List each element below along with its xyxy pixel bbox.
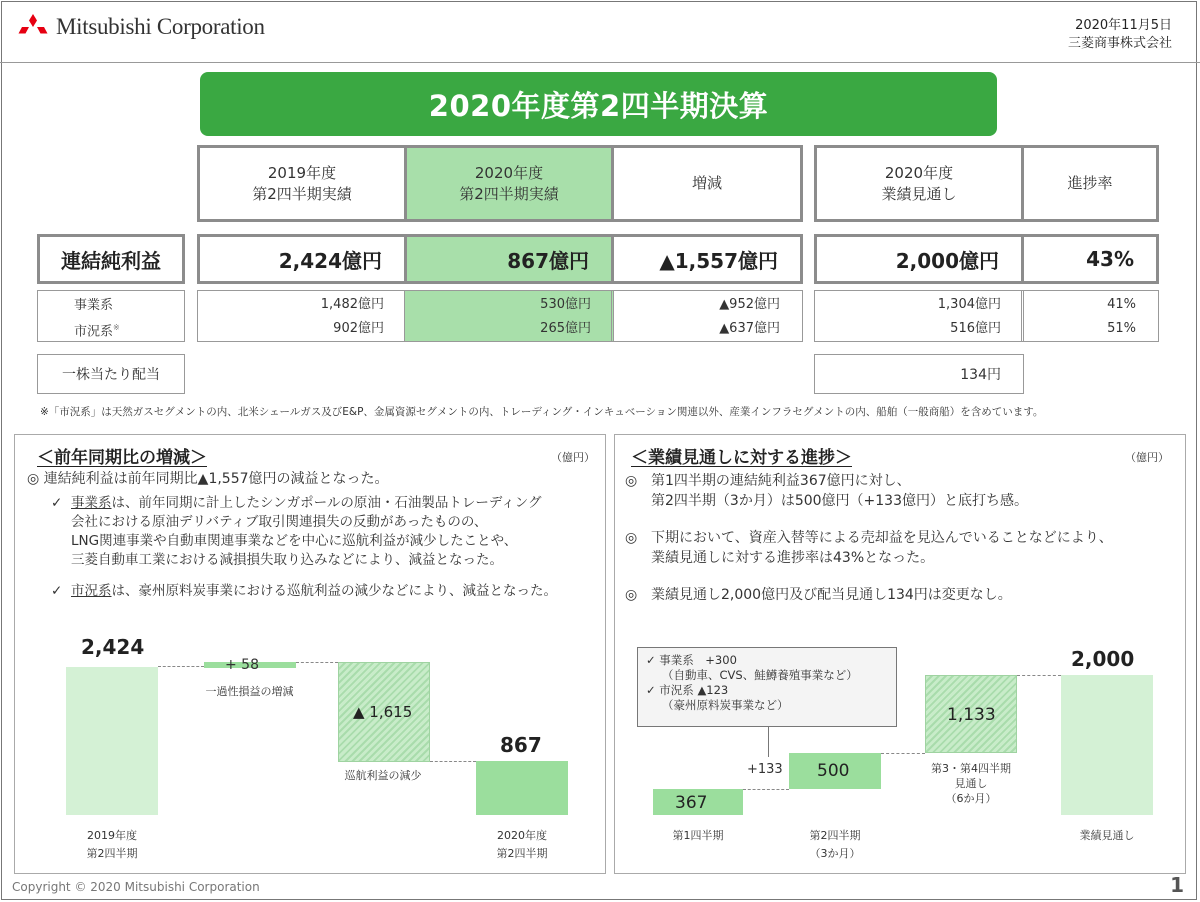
col-header-forecast-line2: 業績見通し bbox=[881, 184, 957, 203]
col-header-forecast bbox=[814, 145, 1024, 222]
sub-2020 bbox=[404, 290, 614, 342]
sub-market-forecast: 516億円 bbox=[950, 321, 1001, 336]
three-diamonds-icon bbox=[18, 14, 48, 40]
wf-x1-line2: 第2四半期 bbox=[86, 847, 138, 860]
col-header-progress: 進捗率 bbox=[1021, 145, 1159, 222]
check1-line2: 会社における原油デリバティブ取引関連損失の反動があったものの、 bbox=[71, 514, 488, 530]
pg-bar3-label-line1: 第3・第4四半期 bbox=[931, 762, 1011, 775]
pg-bar3-value: 1,133 bbox=[947, 705, 996, 725]
page-number: 1 bbox=[1170, 873, 1184, 897]
wf-connector bbox=[158, 666, 204, 667]
dividend-value: 134円 bbox=[814, 354, 1024, 394]
bullet-icon: ◎ bbox=[27, 471, 44, 487]
company-name-jp: 三菱商事株式会社 bbox=[1067, 36, 1172, 51]
check1-term: 事業系 bbox=[71, 495, 112, 511]
sub-2019 bbox=[197, 290, 407, 342]
right-panel bbox=[614, 434, 1186, 874]
pg-x2-label bbox=[785, 827, 885, 863]
sub-business-2020: 530億円 bbox=[540, 297, 591, 312]
row-label-sub bbox=[37, 290, 185, 342]
pg-connector bbox=[881, 753, 925, 754]
net-income-change: ▲1,557億円 bbox=[611, 234, 803, 284]
pg-connector bbox=[743, 789, 789, 790]
wf-bar3-value: ▲ 1,615 bbox=[353, 703, 413, 721]
sub-market-change: ▲637億円 bbox=[719, 321, 780, 336]
callout-line1-sub: （自動車、CVS、鮭鱒養殖事業など） bbox=[662, 668, 858, 682]
net-income-2020: 867億円 bbox=[404, 234, 614, 284]
callout-line2-sub: （豪州原料炭事業など） bbox=[662, 698, 789, 712]
sub-business-progress: 41% bbox=[1107, 297, 1136, 312]
wf-connector bbox=[296, 662, 338, 663]
pg-bar-forecast bbox=[1061, 675, 1153, 815]
bullet-icon: ◎ bbox=[625, 473, 638, 489]
pg-x1-label: 第1四半期 bbox=[672, 829, 724, 842]
pg-connector bbox=[1017, 675, 1061, 676]
wf-bar-2020 bbox=[476, 761, 568, 815]
wf-x4-line1: 2020年度 bbox=[497, 829, 547, 842]
pg-bar2-value: 500 bbox=[817, 761, 850, 781]
right-bullet-3 bbox=[625, 585, 1181, 605]
pg-bar3-label bbox=[915, 761, 1027, 806]
sub-business-change: ▲952億円 bbox=[719, 297, 780, 312]
wf-bar-2019 bbox=[66, 667, 158, 815]
col-header-2019 bbox=[197, 145, 407, 222]
left-check-2 bbox=[51, 582, 603, 601]
wf-connector bbox=[430, 761, 476, 762]
col-header-2019-line1: 2019年度 bbox=[267, 163, 337, 182]
report-date: 2020年11月5日 bbox=[1075, 18, 1172, 33]
sub-label-business: 事業系 bbox=[74, 298, 114, 313]
wf-bar2-value: + 58 bbox=[225, 657, 259, 673]
pg-bar3-label-line3: （6か月） bbox=[945, 792, 997, 805]
left-check-1 bbox=[51, 494, 603, 570]
row-label-dividend: 一株当たり配当 bbox=[37, 354, 185, 394]
callout-pointer bbox=[768, 727, 769, 757]
company-logo bbox=[18, 14, 265, 40]
right-bullet-3-line1: 業績見通し2,000億円及び配当見通し134円は変更なし。 bbox=[651, 587, 1012, 603]
footnote-mark: ※ bbox=[113, 323, 120, 332]
sub-business-2019: 1,482億円 bbox=[320, 297, 384, 312]
wf-bar2-label: 一過性損益の増減 bbox=[205, 685, 294, 698]
sub-forecast bbox=[814, 290, 1024, 342]
col-header-2020-line1: 2020年度 bbox=[474, 163, 544, 182]
check-icon: ✓ bbox=[646, 653, 660, 667]
right-bullet-1-line2: 第2四半期（3か月）は500億円（+133億円）と底打ち感。 bbox=[651, 493, 1028, 509]
copyright: Copyright © 2020 Mitsubishi Corporation bbox=[12, 880, 260, 894]
left-bullet-text: 連結純利益は前年同期比▲1,557億円の減益となった。 bbox=[43, 471, 389, 487]
check2-text: は、豪州原料炭事業における巡航利益の減少などにより、減益となった。 bbox=[111, 583, 557, 599]
page-title: 2020年度第2四半期決算 bbox=[200, 72, 997, 136]
sub-market-progress: 51% bbox=[1107, 321, 1136, 336]
wf-bar3-label: 巡航利益の減少 bbox=[344, 769, 422, 782]
callout-line2: 市況系 ▲123 bbox=[659, 683, 729, 697]
company-name: Mitsubishi Corporation bbox=[56, 14, 265, 39]
footnote: ※「市況系」は天然ガスセグメントの内、北米シェールガス及びE&P、金属資源セグメントの内、トレーディング・インキュベーション関連以外、産業インフラセグメントの内、船舶（一般商船）を含めています。 bbox=[40, 406, 1044, 418]
wf-x1-label bbox=[63, 827, 161, 863]
check1-line4: 三菱自動車工業における減損損失取り込みなどにより、減益となった。 bbox=[71, 552, 503, 568]
pg-x4-label: 業績見通し bbox=[1079, 829, 1135, 842]
check-icon: ✓ bbox=[51, 583, 63, 599]
sub-progress bbox=[1021, 290, 1159, 342]
sub-change bbox=[611, 290, 803, 342]
right-bullet-2-line2: 業績見通しに対する進捗率は43%となった。 bbox=[651, 550, 935, 566]
wf-x4-label bbox=[473, 827, 571, 863]
right-bullet-2 bbox=[625, 528, 1181, 568]
callout-box bbox=[637, 647, 897, 727]
row-label-net-income: 連結純利益 bbox=[37, 234, 185, 284]
header-divider bbox=[0, 62, 1200, 63]
right-bullet-1 bbox=[625, 471, 1181, 511]
wf-bar1-value: 2,424 bbox=[81, 635, 145, 659]
col-header-forecast-line1: 2020年度 bbox=[884, 163, 954, 182]
net-income-progress: 43% bbox=[1021, 234, 1159, 284]
check2-term: 市況系 bbox=[71, 583, 112, 599]
callout-line1: 事業系 +300 bbox=[659, 653, 737, 667]
net-income-forecast: 2,000億円 bbox=[814, 234, 1024, 284]
pg-bar3-label-line2: 見通し bbox=[954, 777, 988, 790]
header-info bbox=[1068, 17, 1172, 53]
sub-business-forecast: 1,304億円 bbox=[937, 297, 1001, 312]
left-panel-title: ＜前年同期比の増減＞ bbox=[37, 448, 207, 468]
left-panel-unit: （億円） bbox=[551, 451, 595, 464]
col-header-change: 増減 bbox=[611, 145, 803, 222]
sub-market-2020: 265億円 bbox=[540, 321, 591, 336]
pg-bar4-value: 2,000 bbox=[1071, 647, 1135, 671]
col-header-2019-line2: 第2四半期実績 bbox=[252, 184, 352, 203]
bullet-icon: ◎ bbox=[625, 530, 638, 546]
check-icon: ✓ bbox=[646, 683, 660, 697]
pg-x2-line2: （3か月） bbox=[809, 847, 861, 860]
right-bullet-1-line1: 第1四半期の連結純利益367億円に対し、 bbox=[651, 473, 911, 489]
pg-x2-line1: 第2四半期 bbox=[809, 829, 861, 842]
right-panel-unit: （億円） bbox=[1125, 451, 1169, 464]
col-header-2020 bbox=[404, 145, 614, 222]
check1-line3: LNG関連事業や自動車関連事業などを中心に巡航利益が減少したことや、 bbox=[71, 533, 518, 549]
check1-line1: は、前年同期に計上したシンガポールの原油・石油製品トレーディング bbox=[111, 495, 542, 511]
left-bullet bbox=[27, 469, 597, 489]
left-panel bbox=[14, 434, 606, 874]
wf-x4-line2: 第2四半期 bbox=[496, 847, 548, 860]
wf-x1-line1: 2019年度 bbox=[87, 829, 137, 842]
net-income-2019: 2,424億円 bbox=[197, 234, 407, 284]
check-icon: ✓ bbox=[51, 495, 63, 511]
wf-bar4-value: 867 bbox=[500, 733, 542, 757]
sub-market-2019: 902億円 bbox=[333, 321, 384, 336]
pg-bar2-delta: +133 bbox=[747, 762, 783, 777]
right-panel-title: ＜業績見通しに対する進捗＞ bbox=[631, 448, 852, 468]
col-header-2020-line2: 第2四半期実績 bbox=[459, 184, 559, 203]
bullet-icon: ◎ bbox=[625, 587, 638, 603]
sub-label-market: 市況系 bbox=[74, 324, 114, 340]
pg-bar1-value: 367 bbox=[675, 793, 708, 813]
right-bullet-2-line1: 下期において、資産入替等による売却益を見込んでいることなどにより、 bbox=[651, 530, 1113, 546]
